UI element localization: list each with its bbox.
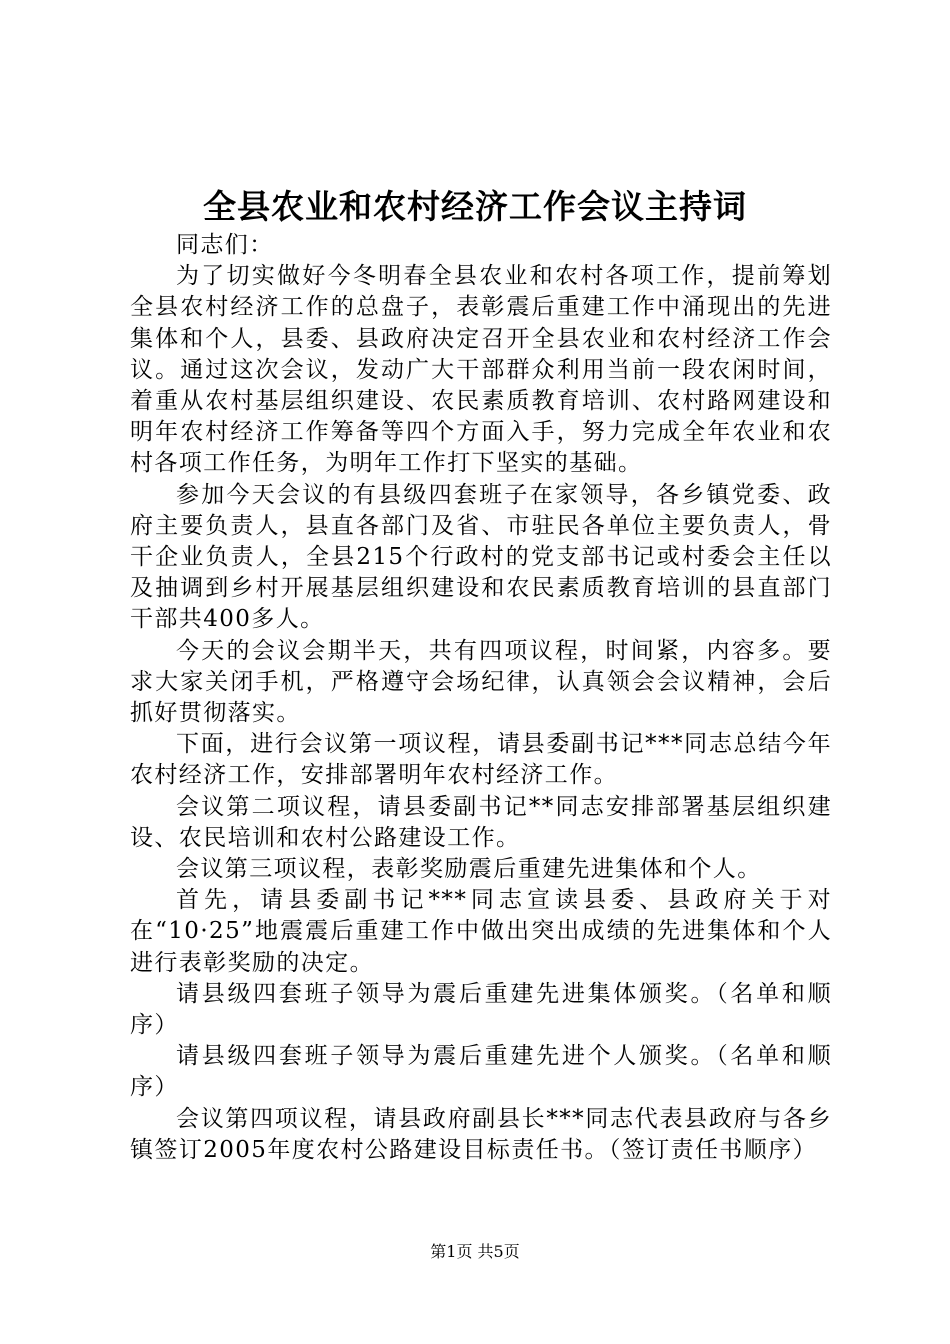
paragraph-agenda-item-2: 会议第二项议程，请县委副书记**同志安排部署基层组织建设、农民培训和农村公路建设工作。 — [130, 793, 832, 851]
document-body — [130, 230, 832, 1166]
paragraph-attendees: 参加今天会议的有县级四套班子在家领导，各乡镇党委、政府主要负责人，县直各部门及省、市驻民各单位主要负责人，骨干企业负责人，全县215个行政村的党支部书记或村委会主任以及抽调到乡村开展基层组织建设和农民素质教育培训的县直部门干部共400多人。 — [130, 481, 832, 633]
paragraph-agenda-overview: 今天的会议会期半天，共有四项议程，时间紧，内容多。要求大家关闭手机，严格遵守会场纪律，认真领会会议精神，会后抓好贯彻落实。 — [130, 637, 832, 727]
paragraph-agenda-item-1: 下面，进行会议第一项议程，请县委副书记***同志总结今年农村经济工作，安排部署明年农村经济工作。 — [130, 731, 832, 789]
paragraph-agenda-item-4: 会议第四项议程，请县政府副县长***同志代表县政府与各乡镇签订2005年度农村公路建设目标责任书。（签订责任书顺序） — [130, 1105, 832, 1163]
salutation: 同志们： — [176, 232, 274, 258]
paragraph-individual-award: 请县级四套班子领导为震后重建先进个人颁奖。（名单和顺序） — [130, 1043, 832, 1101]
document-title: 全县农业和农村经济工作会议主持词 — [203, 187, 747, 226]
paragraph-collective-award: 请县级四套班子领导为震后重建先进集体颁奖。（名单和顺序） — [130, 980, 832, 1039]
paragraph-purpose: 为了切实做好今冬明春全县农业和农村各项工作，提前筹划全县农村经济工作的总盘子，表彰震后重建工作中涌现出的先进集体和个人，县委、县政府决定召开全县农业和农村经济工作会议。通过这次会议，发动广大干部群众利用当前一段农闲时间，着重从农村基层组织建设、农民素质教育培训、农村路网建设和明年农村经济工作筹备等四个方面入手，努力完成全年农业和农村各项工作任务，为明年工作打下坚实的基础。 — [130, 263, 832, 477]
page-number: 第1页 共5页 — [430, 1242, 520, 1261]
paragraph-agenda-item-3: 会议第三项议程，表彰奖励震后重建先进集体和个人。 — [176, 856, 762, 883]
paragraph-award-decision: 首先，请县委副书记***同志宣读县委、县政府关于对在“10·25”地震震后重建工作中做出突出成绩的先进集体和个人进行表彰奖励的决定。 — [130, 887, 832, 976]
